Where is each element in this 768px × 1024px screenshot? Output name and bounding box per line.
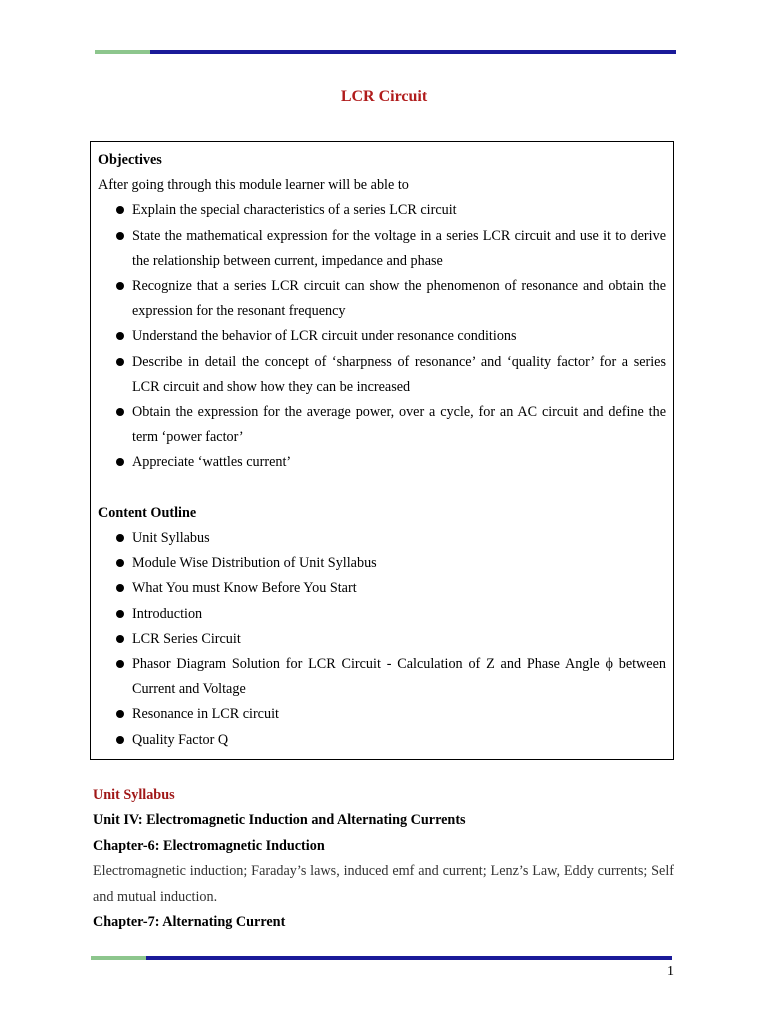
bullet-icon	[116, 736, 124, 744]
bullet-icon	[116, 584, 124, 592]
chapter-7-title: Chapter-7: Alternating Current	[93, 913, 286, 930]
unit-title: Unit IV: Electromagnetic Induction and Alternating Currents	[93, 812, 466, 829]
outline-item: Introduction	[98, 602, 666, 627]
objective-item: Explain the special characteristics of a series LCR circuit	[98, 198, 666, 223]
unit-syllabus-section	[93, 783, 674, 935]
bullet-icon	[116, 282, 124, 290]
outline-item: Phasor Diagram Solution for LCR Circuit - Calculation of Z and Phase Angle ϕ between Current and Voltage	[98, 652, 666, 702]
bullet-icon	[116, 408, 124, 416]
page-number: 1	[667, 964, 674, 979]
bullet-icon	[116, 458, 124, 466]
outline-item: LCR Series Circuit	[98, 627, 666, 652]
unit-syllabus-heading: Unit Syllabus	[93, 787, 175, 803]
bullet-icon	[116, 660, 124, 668]
objective-item: Understand the behavior of LCR circuit under resonance conditions	[98, 324, 666, 349]
bullet-icon	[116, 710, 124, 718]
page-title: LCR Circuit	[340, 88, 428, 105]
objectives-list	[98, 198, 666, 475]
outline-item: Module Wise Distribution of Unit Syllabus	[98, 551, 666, 576]
chapter-6-text: Electromagnetic induction; Faraday’s laws, induced emf and current; Lenz’s Law, Eddy currents; Self and mutual induction.	[93, 863, 674, 905]
header-rule-accent	[95, 50, 150, 54]
content-outline-heading: Content Outline	[98, 504, 197, 521]
outline-item: Quality Factor Q	[98, 728, 666, 753]
objective-item: Appreciate ‘wattles current’	[98, 450, 666, 475]
objective-item: Recognize that a series LCR circuit can show the phenomenon of resonance and obtain the expression for the resonant frequency	[98, 274, 666, 324]
bullet-icon	[116, 232, 124, 240]
footer-rule-bar	[146, 956, 672, 960]
content-outline-list	[98, 526, 666, 753]
bullet-icon	[116, 635, 124, 643]
objective-item: Obtain the expression for the average power, over a cycle, for an AC circuit and define the term ‘power factor’	[98, 400, 666, 450]
chapter-6-title: Chapter-6: Electromagnetic Induction	[93, 837, 325, 854]
bullet-icon	[116, 358, 124, 366]
bullet-icon	[116, 559, 124, 567]
outline-item: Resonance in LCR circuit	[98, 702, 666, 727]
outline-item: What You must Know Before You Start	[98, 576, 666, 601]
objectives-intro: After going through this module learner will be able to	[98, 177, 409, 194]
objective-item: Describe in detail the concept of ‘sharpness of resonance’ and ‘quality factor’ for a series LCR circuit and show how they can be increased	[98, 350, 666, 400]
bullet-icon	[116, 206, 124, 214]
objectives-heading: Objectives	[98, 152, 162, 168]
bullet-icon	[116, 610, 124, 618]
objective-item: State the mathematical expression for the voltage in a series LCR circuit and use it to derive the relationship between current, impedance and phase	[98, 224, 666, 274]
header-rule-bar	[150, 50, 676, 54]
header-rule	[95, 50, 676, 54]
footer-rule-accent	[91, 956, 146, 960]
section-spacer	[98, 476, 666, 501]
objectives-box	[90, 141, 674, 760]
bullet-icon	[116, 534, 124, 542]
footer-rule	[91, 956, 672, 960]
outline-item: Unit Syllabus	[98, 526, 666, 551]
bullet-icon	[116, 332, 124, 340]
